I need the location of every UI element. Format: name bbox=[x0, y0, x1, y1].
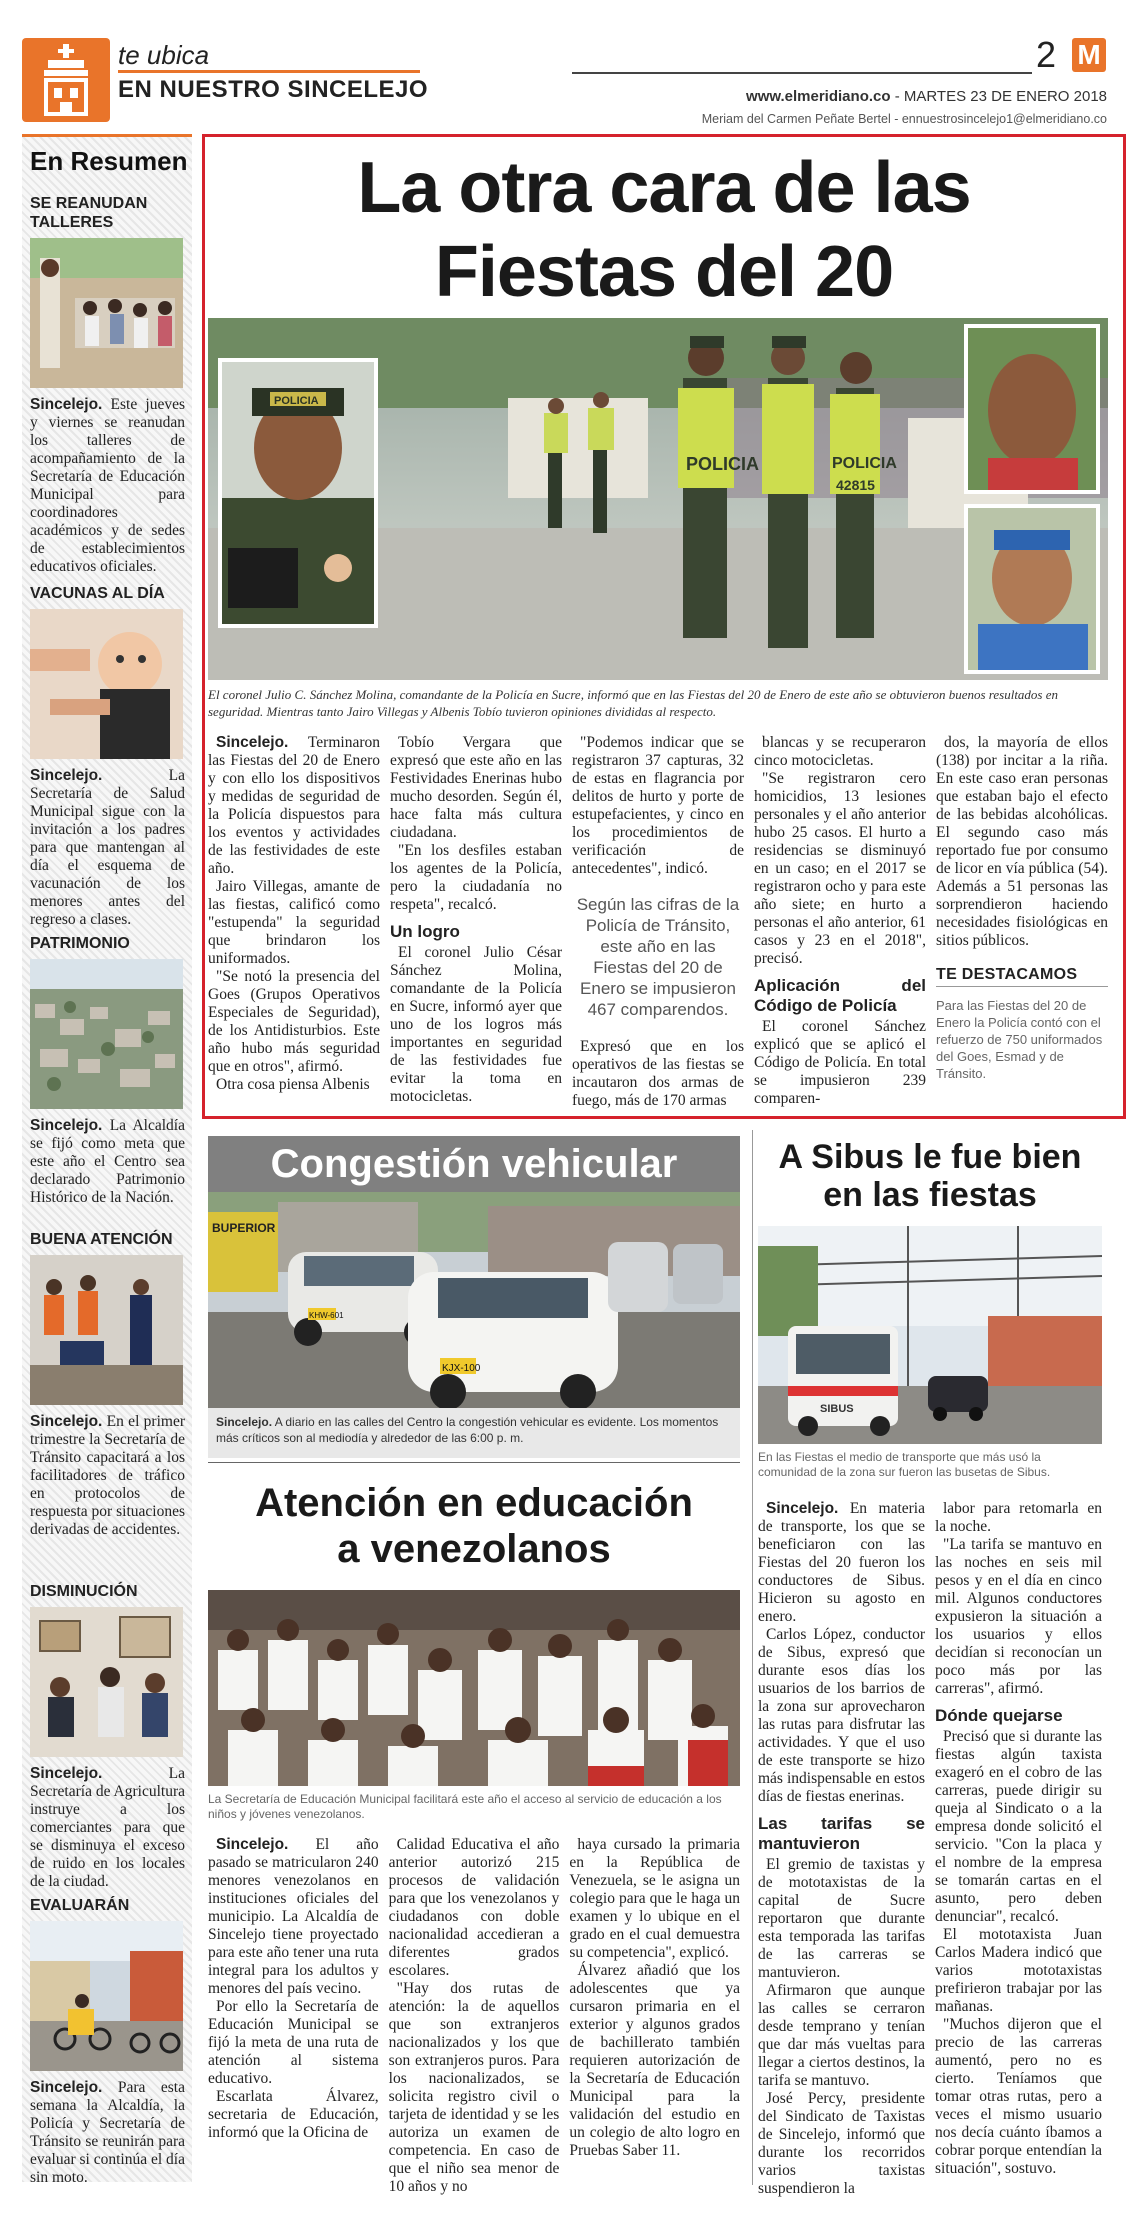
sidebar-text: Sincelejo. En el primer trimestre la Secretaría de Tránsito capacitará a los facilitadores de tráfico en protocolos de respuesta por situaciones derivadas de accidentes. bbox=[30, 1413, 185, 1538]
dateline: Sincelejo. bbox=[30, 1765, 103, 1782]
sibus-headline: A Sibus le fue bien en las fiestas bbox=[778, 1138, 1082, 1214]
sidebar-heading: PATRIMONIO bbox=[30, 935, 130, 952]
article-column: dos, la mayoría de ellos (138) por incitar a la riña. En este caso eran personas que estaban bajo el efecto de las bebidas alcohólicas. El segundo caso más reportado fue por consumo de licor en vía pública (54). Además a 51 personas las sorprendieron haciendo necesidades fisiológicas en sitios públicos. TE DESTACAMOS Para las Fiestas del 20 de Enero la Policía contó con el refuerzo de 750 uniformados del Goes, Esmad y de Tránsito. bbox=[936, 734, 1108, 1081]
subheading: Aplicación del Código de Policía bbox=[754, 976, 926, 1015]
sidebar-heading: DISMINUCIÓN bbox=[30, 1583, 138, 1600]
church-icon bbox=[22, 38, 110, 122]
congestion-caption: Sincelejo. A diario en las calles del Centro la congestión vehicular es evidente. Los momentos más críticos son al mediodía y alrededor de las 6:00 p. m. bbox=[208, 1408, 740, 1458]
feature-headline: La otra cara de las Fiestas del 20 bbox=[357, 148, 971, 312]
dateline: Sincelejo. bbox=[216, 1415, 273, 1429]
feature-photo-police bbox=[208, 318, 1108, 680]
masthead-meta bbox=[746, 88, 1107, 105]
sidebar-text: Sincelejo. La Secretaría de Agricultura instruye a los comerciantes para que se disminuya el exceso de ruido en los locales de la ciudad. bbox=[30, 1765, 185, 1890]
sidebar-item-vacunas bbox=[30, 584, 185, 929]
website[interactable]: www.elmeridiano.co bbox=[746, 88, 891, 105]
header-rule bbox=[572, 72, 1032, 74]
vest-number: 42815 bbox=[836, 477, 875, 493]
mural-text: BUPERIOR bbox=[212, 1221, 276, 1235]
section-divider bbox=[208, 1462, 740, 1463]
dateline: Sincelejo. bbox=[30, 396, 103, 413]
article-column: Calidad Educativa el año anterior autorizó 215 procesos de validación para que los venezolanos y ciudadanos con doble nacionalidad accedieran a diferentes grados escolares. "Hay dos rutas de atención: la de aquellos que son extranjeros nacionalizados y los que son extranjeros puros. Para los nacionalizados, se solicita registro civil o tarjeta de identidad y se les autoriza un examen de competencia. En caso de que el niño sea menor de 10 años y no bbox=[388, 1836, 560, 2195]
hat-label: POLICIA bbox=[274, 395, 319, 407]
sidebar-heading: EVALUARÁN bbox=[30, 1897, 130, 1914]
sidebar-text: Sincelejo. Este jueves y viernes se reanudan los talleres de acompañamiento de la Secretaría de Educación Municipal para coordinadores académicos y de sedes de establecimientos educativos oficiales. bbox=[30, 396, 185, 575]
vest-label: POLICIA bbox=[686, 454, 760, 474]
sidebar-photo-evaluaran bbox=[30, 1921, 183, 2071]
article-column: labor para retomarla en la noche. "La tarifa se mantuvo en las noches en seis mil pesos y en el día en cinco mil. Algunos conductores expusieron la situación a los usuarios y ellos decidían si reconocían un poco más por las carreras", afirmó. Dónde quejarse Precisó que si durante las fiestas algún taxista exageró en el cobro de las carreras, puede dirigir su queja al Sindicato o a la empresa donde solicitó el servicio. "Con la placa y el nombre de la empresa se tomarán cartas en el asunto, pero deben denunciar", recalcó. El mototaxista Juan Carlos Madera indicó que varios mototaxistas prefirieron trabajar por las mañanas. "Muchos dijeron que el precio de las carreras aumentó, pero no es cierto. Teníamos que tomar otras rutas, pero a veces el mismo usuario nos decía cuánto íbamos a cobrar porque entendían la situación", sostuvo. bbox=[935, 1500, 1102, 2177]
congestion-photo bbox=[208, 1192, 740, 1408]
sidebar-heading: BUENA ATENCIÓN bbox=[30, 1231, 173, 1248]
dateline: Sincelejo. bbox=[216, 734, 289, 751]
dateline: Sincelejo. bbox=[216, 1836, 289, 1853]
sidebar-item-evaluaran bbox=[30, 1896, 185, 2187]
newspaper-logo: M bbox=[1072, 38, 1106, 72]
section-icon-box bbox=[22, 38, 110, 122]
sibus-body bbox=[758, 1500, 1102, 2197]
sidebar-title: En Resumen bbox=[30, 146, 188, 176]
sidebar-photo-disminucion bbox=[30, 1607, 183, 1757]
education-photo bbox=[208, 1590, 740, 1786]
subheading: Un logro bbox=[390, 922, 460, 941]
education-body bbox=[208, 1836, 741, 2195]
section-divider bbox=[118, 70, 420, 73]
sidebar-photo-talleres bbox=[30, 238, 183, 388]
sidebar-text: Sincelejo. La Alcaldía se fijó como meta que este año el Centro sea declarado Patrimonio Histórico de la Nación. bbox=[30, 1117, 185, 1206]
dateline: Sincelejo. bbox=[766, 1500, 839, 1517]
article-column: Sincelejo. El año pasado se matricularon 240 menores venezolanos en instituciones oficiales del municipio. La Alcaldía de Sincelejo tiene proyectado para este año tener una ruta integral para los adultos y menores del país vecino. Por ello la Secretaría de Educación Municipal se fijó la meta de una ruta de atención al sistema educativo. Escarlata Álvarez, secretaria de Educación, informó que la Oficina de bbox=[208, 1836, 379, 2141]
column-divider bbox=[752, 1130, 753, 2185]
pull-quote: Según las cifras de la Policía de Tránsito, este año en las Fiestas del 20 de Enero se impusieron 467 comparendos. bbox=[576, 895, 740, 1019]
dateline: Sincelejo. bbox=[30, 767, 103, 784]
feature-body bbox=[208, 734, 1108, 1119]
education-caption: La Secretaría de Educación Municipal facilitará este año el acceso al servicio de educación a los niños y jóvenes venezolanos. bbox=[208, 1792, 722, 1821]
sidebar-heading: SE REANUDAN TALLERES bbox=[30, 195, 148, 231]
highlight-text: Para las Fiestas del 20 de Enero la Policía contó con el refuerzo de 750 uniformados del Goes, Esmad y de Tránsito. bbox=[936, 998, 1103, 1081]
sidebar-photo-vacunas bbox=[30, 609, 183, 759]
vest-label: POLICIA bbox=[832, 455, 897, 472]
sidebar-item-disminucion bbox=[30, 1582, 185, 1891]
dateline: Sincelejo. bbox=[30, 1413, 103, 1430]
issue-date: - MARTES 23 DE ENERO 2018 bbox=[890, 88, 1107, 105]
section-tagline: te ubica bbox=[118, 40, 210, 70]
subheading: Dónde quejarse bbox=[935, 1706, 1063, 1725]
sibus-photo bbox=[758, 1226, 1102, 1444]
sidebar-item-patrimonio bbox=[30, 934, 185, 1207]
plate-text: KJX-100 bbox=[442, 1363, 481, 1374]
plate-text: KHW-601 bbox=[309, 1311, 344, 1320]
bus-label: SIBUS bbox=[820, 1403, 854, 1415]
dateline: Sincelejo. bbox=[30, 1117, 103, 1134]
article-column: "Podemos indicar que se registraron 37 capturas, 32 de estas en flagrancia por delitos de hurto y porte de estupefacientes, y cinco en los procedimientos de verificación de antecedentes", indicó. Según las cifras de la Policía de Tránsito, este año en las Fiestas del 20 de Enero se impusieron 467 comparendos. Expresó que en los operativos de las fiestas se incautaron dos armas de fuego, más de 170 armas bbox=[572, 734, 744, 1109]
sidebar-photo-patrimonio bbox=[30, 959, 183, 1109]
sidebar-text: Sincelejo. La Secretaría de Salud Municipal sigue con la invitación a los padres para que mantengan al día el esquema de vacunación de los menores antes del regreso a clases. bbox=[30, 767, 185, 928]
sidebar-heading: VACUNAS AL DÍA bbox=[30, 585, 165, 602]
sidebar-photo-atencion bbox=[30, 1255, 183, 1405]
highlight-heading: TE DESTACAMOS bbox=[936, 966, 1108, 987]
article-column: Sincelejo. Terminaron las Fiestas del 20 de Enero y con ello los dispositivos y medidas de seguridad de la Policía dispuestos para los eventos y actividades de las festividades de este año. Jairo Villegas, amante de las fiestas, calificó como "estupenda" la seguridad que brindaron los uniformados. "Se notó la presencia del Goes (Grupos Operativos Especiales de Seguridad), de los Antidisturbios. Este año hubo más seguridad que en otros", afirmó. Otra cosa piensa Albenis bbox=[208, 734, 380, 1093]
feature-photo-caption: El coronel Julio C. Sánchez Molina, comandante de la Policía en Sucre, informó que en las Fiestas del 20 de Enero de este año se obtuvieron buenos resultados en seguridad. Mientras tanto Jairo Villegas y Albenis Tobío tuvieron opiniones divididas al respecto. bbox=[208, 687, 1059, 719]
sidebar-item-atencion bbox=[30, 1230, 185, 1539]
sidebar-text: Sincelejo. Para esta semana la Alcaldía, la Policía y Secretaría de Tránsito se reunirán para evaluar si continúa el día sin moto. bbox=[30, 2079, 185, 2186]
congestion-headline: Congestión vehicular bbox=[208, 1136, 740, 1192]
sidebar-item-talleres bbox=[30, 194, 185, 576]
section-title: EN NUESTRO SINCELEJO bbox=[118, 76, 429, 103]
page-number: 2 bbox=[1036, 34, 1057, 75]
sibus-caption: En las Fiestas el medio de transporte que más usó la comunidad de la zona sur fueron las busetas de Sibus. bbox=[758, 1450, 1051, 1479]
article-column: haya cursado la primaria en la República de Venezuela, se le asigna un colegio para que le haga un examen y lo ubique en el grado en el cual demuestra su competencia", explicó. Álvarez añadió que los adolescentes que ya cursaron primaria en el exterior y algunos grados de bachillerato también requieren autorización de la Secretaría de Educación Municipal para la validación del estudio en un colegio de alto logro en Pruebas Saber 11. bbox=[569, 1836, 741, 2159]
education-headline: Atención en educación a venezolanos bbox=[255, 1481, 693, 1571]
article-column: blancas y se recuperaron cinco motocicletas. "Se registraron cero homicidios, 13 lesiones personales y el año anterior hubo 25 casos. El hurto a residencias se disminuyó en un caso; en el 2017 se registraron ocho y para este año siete; en hurto a personas el año anterior, 61 casos y 23 en el 2018", precisó. Aplicación del Código de Policía El coronel Sánchez explicó que se aplicó el Código de Policía. En total se impusieron 239 comparen- bbox=[754, 734, 926, 1107]
article-column: Sincelejo. En materia de transporte, los que se beneficiaron con las Fiestas del 20 fueron los conductores de Sibus. Hicieron su agosto en enero. Carlos López, conductor de Sibus, expresó que durante esos días los usuarios de los barrios de la zona sur aprovecharon las rutas para disfrutar las actividades. Y que el uso de este transporte se hizo más indispensable en estos días de fiestas enerinas. Las tarifas se mantuvieron El gremio de taxistas y de mototaxistas de la capital de Sucre reportaron que durante esta temporada las tarifas de las carreras se mantuvieron. Afirmaron que aunque las calles se cerraron desde temprano y tenían que dar más vueltas para llegar a ciertos destinos, la tarifa se mantuvo. José Percy, presidente del Sindicato de Taxistas de Sincelejo, informó que durante los recorridos varios taxistas suspendieron la bbox=[758, 1500, 925, 2197]
dateline: Sincelejo. bbox=[30, 2079, 103, 2096]
byline: Meriam del Carmen Peñate Bertel - ennuestrosincelejo1@elmeridiano.co bbox=[701, 112, 1107, 126]
subheading: Las tarifas se mantuvieron bbox=[758, 1814, 925, 1853]
article-column: Tobío Vergara que expresó que este año en las Festividades Enerinas hubo mucho desorden. Según él, hace falta más cultura ciudadana. "En los desfiles estaban los agentes de la Policía, pero la ciudadanía no respeta", recalcó. Un logro El coronel Julio César Sánchez Molina, comandante de la Policía en Sucre, informó ayer que uno de los logros más importantes en seguridad de las festividades fue evitar la toma en motocicletas. bbox=[390, 734, 562, 1105]
